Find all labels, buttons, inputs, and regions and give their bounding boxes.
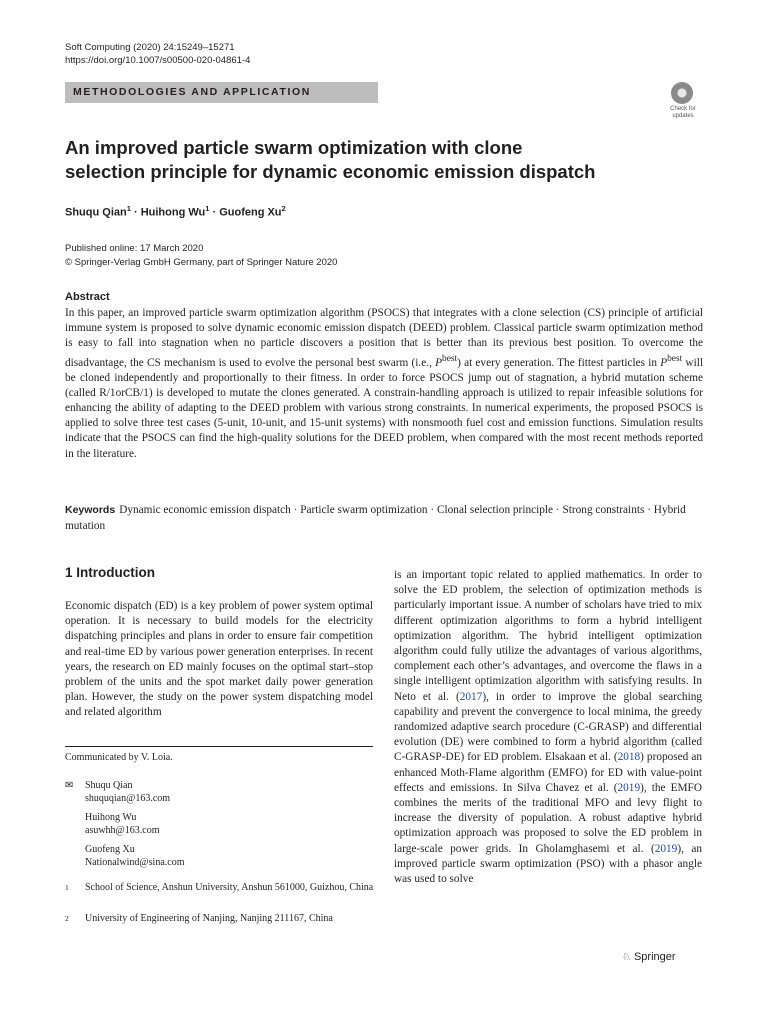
paper-title: An improved particle swarm optimization with clone selection principle for dynamic economic emission dispatch [65,137,596,182]
author-affiliation-mark: 1 [205,204,210,213]
author-separator: · [209,206,220,219]
citation-link[interactable]: 2017 [459,690,483,703]
intro-column-right: is an important topic related to applied mathematics. In order to solve the ED problem, the selection of optimization methods is particularly important issue. A number of scholars have tried to mix different optimization algorithms to form a hybrid intelligent optimization algorithm. The hybrid intelligent optimization algorithm could fully utilize the advantages of various algorithms, complement each other’s advantages, and overcome the flaws in a single intelligent optimization algorithm with satisfying results. In Neto et al. (2017), in order to improve the global searching capability and prevent the convergence to local minima, the greedy randomized adaptive search procedure (C-GRASP) and differential evolution (DE) were combined to form a hybrid algorithm (called C-GRASP-DE) for ED problem. Elsakaan et al. (2018) proposed an enhanced Moth-Flame algorithm (EMFO) for ED with value-point effects and emissions. In Silva Chavez et al. (2019), the EMFO combines the merits of the traditional MFO and levy flight to increase the diversity of population. A robust adaptive hybrid optimization approach was proposed to solve the ED problem in large-scale power grids. In Gholamghasemi et al. (2019), an improved particle swarm optimization (PSO) with a phasor angle was used to solve [394,569,703,886]
affiliation-text: School of Science, Anshun University, Anshun 561000, Guizhou, China [85,882,374,893]
contact-name: Huihong Wu [85,812,137,823]
copyright-notice: © Springer-Verlag GmbH Germany, part of Springer Nature 2020 [65,257,338,268]
author-name[interactable]: Huihong Wu [140,206,206,219]
contact-entry [85,811,159,837]
communicated-by: Communicated by V. Loia. [65,752,173,763]
article-type-banner: METHODOLOGIES AND APPLICATION [65,82,378,103]
contact-name: Guofeng Xu [85,844,135,855]
published-date: Published online: 17 March 2020 [65,243,204,254]
publisher-mark [622,951,676,963]
badge-line2: updates [672,113,694,119]
contact-email[interactable]: Nationalwind@sina.com [85,857,185,868]
citation-link[interactable]: 2018 [617,751,641,764]
affiliation-number: 2 [65,914,69,923]
keywords [65,502,703,534]
journal-citation: Soft Computing (2020) 24:15249–15271 [65,42,235,53]
author-affiliation-mark: 2 [281,204,286,213]
author-name[interactable]: Guofeng Xu [219,206,282,219]
section-heading: 1 Introduction [65,565,155,580]
publisher-name: Springer [633,951,676,963]
affiliation [65,881,375,909]
affiliation-number: 1 [65,883,69,892]
contact-entry [85,843,184,869]
author-name[interactable]: Shuqu Qian [65,206,127,219]
corresponding-contacts [65,779,365,874]
author-list [65,204,286,219]
citation-link[interactable]: 2019 [654,842,678,855]
doi-link[interactable]: https://doi.org/10.1007/s00500-020-04861-4 [65,55,251,66]
contact-name: Shuqu Qian [85,780,133,791]
citation-link[interactable]: 2019 [617,781,641,794]
footnote-divider [65,746,373,747]
badge-line1: Check for [670,106,696,112]
envelope-icon: ✉ [65,780,74,791]
author-separator: · [130,206,141,219]
keywords-label: Keywords [65,504,116,516]
abstract-text: In this paper, an improved particle swarm optimization algorithm (PSOCS) that integrates with a clone selection (CS) principle of artificial immune system is proposed to solve dynamic economic emission dispatch (DEED) problem. Classical particle swarm optimization method is easy to fall into stagnation when no particle discovers a position that is better than its previous best position. To overcome the disadvantage, the CS mechanism is used to evolve the personal best swarm (i.e., $P^{best}$) at every generation. The fittest particles in $P^{best}$ will be cloned independently and proportionally to their fitness. In order to force PSOCS jump out of stagnation, a hybrid mutation scheme (called R/1orCB/1) is developed to mutate the clones generated. A constrain-handling approach is utilized to repair infeasible solutions for enhancing the ability of adapting to the DEED problem with various strong constraints. In numerical experiments, the proposed PSOCS is applied to solve three test cases (5-unit, 10-unit, and 15-unit systems) with nonsmooth fuel cost and emission functions. Simulation results indicate that the PSOCS can find the high-quality solutions for the DEED problem, when compared with the most recent methods reported in the literature. [65,307,703,460]
affiliation [65,912,375,927]
affiliation-text: University of Engineering of Nanjing, Nanjing 211167, China [85,913,333,924]
check-for-updates-icon[interactable] [663,82,703,124]
springer-horse-icon: ♘ [622,952,631,963]
intro-column-left: Economic dispatch (ED) is a key problem of power system optimal operation. It is necessary to build models for the electricity dispatching principles and plans in order to ensure fair competition and real-time ED by various power generation enterprises. In recent years, the research on ED mainly focuses on the optimal start–stop problem of the units and the spot market daily power generation plan. However, the study on the power system dispatching model and related algorithm [65,600,373,719]
abstract-heading: Abstract [65,291,110,303]
contact-email[interactable]: asuwhh@163.com [85,825,160,836]
author-affiliation-mark: 1 [126,204,131,213]
contact-entry [85,779,170,805]
journal-header [65,41,250,67]
keywords-list: Dynamic economic emission dispatch · Particle swarm optimization · Clonal selection principle · Strong constraints · Hybrid mutation [65,504,686,532]
contact-email[interactable]: shuquqian@163.com [85,793,171,804]
publication-info [65,242,337,270]
